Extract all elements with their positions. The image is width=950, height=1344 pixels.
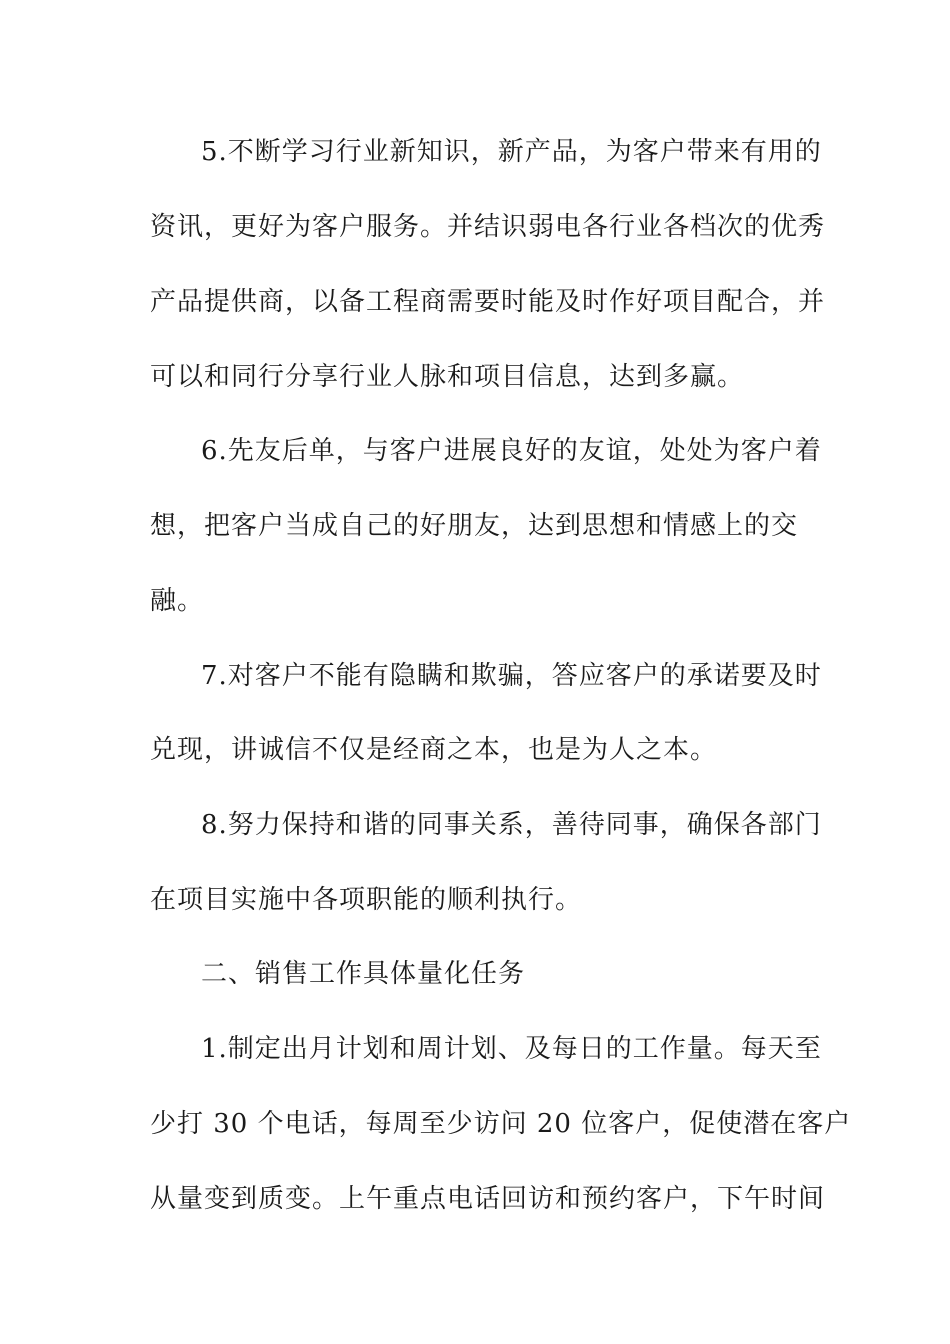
paragraph-7-line-1: 7.对客户不能有隐瞒和欺骗，答应客户的承诺要及时: [201, 661, 822, 691]
paragraph-5-line-4: 可以和同行分享行业人脉和项目信息，达到多赢。: [150, 362, 745, 392]
section-heading: 二、销售工作具体量化任务: [201, 959, 526, 989]
paragraph-6-line-2: 想，把客户当成自己的好朋友，达到思想和情感上的交: [150, 511, 799, 541]
paragraph-5-line-1: 5.不断学习行业新知识，新产品，为客户带来有用的: [201, 137, 822, 167]
paragraph-5-line-2: 资讯，更好为客户服务。并结识弱电各行业各档次的优秀: [150, 212, 826, 242]
paragraph-6-line-3: 融。: [150, 586, 205, 616]
task-1-line-3: 从量变到质变。上午重点电话回访和预约客户，下午时间: [150, 1184, 826, 1214]
task-1-line-1: 1.制定出月计划和周计划、及每日的工作量。每天至: [201, 1034, 822, 1064]
paragraph-5-line-3: 产品提供商，以备工程商需要时能及时作好项目配合，并: [150, 287, 826, 317]
paragraph-8-line-1: 8.努力保持和谐的同事关系，善待同事，确保各部门: [201, 810, 822, 840]
task-1-line-2: 少打 30 个电话，每周至少访问 20 位客户，促使潜在客户: [150, 1109, 852, 1139]
paragraph-8-line-2: 在项目实施中各项职能的顺利执行。: [150, 885, 583, 915]
paragraph-6-line-1: 6.先友后单，与客户进展良好的友谊，处处为客户着: [201, 436, 822, 466]
paragraph-7-line-2: 兑现，讲诚信不仅是经商之本，也是为人之本。: [150, 735, 718, 765]
